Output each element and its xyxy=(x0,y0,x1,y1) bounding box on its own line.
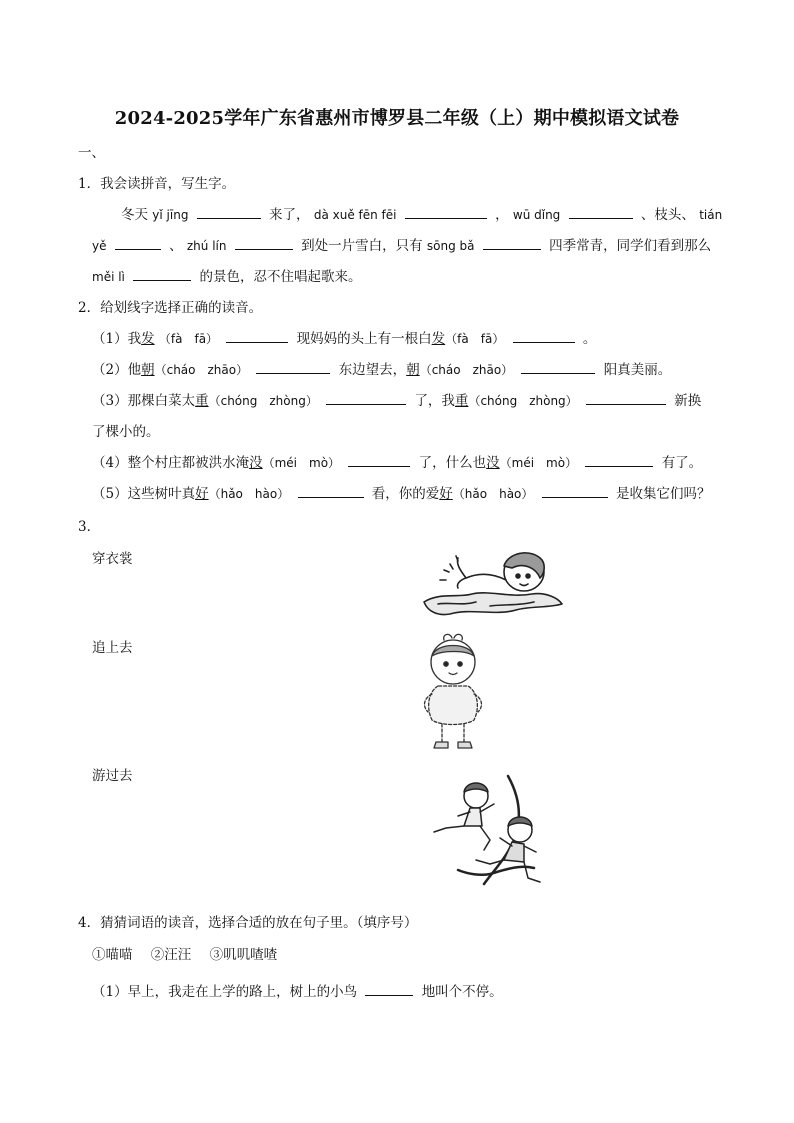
swimming-child-image xyxy=(420,544,566,624)
q1-text: 冬天 xyxy=(121,207,148,223)
answer-blank[interactable] xyxy=(235,236,293,250)
pinyin-choices: （méi mò） xyxy=(262,456,341,470)
item-text: 地叫个不停。 xyxy=(421,984,503,1000)
q4-option: ①喵喵 xyxy=(92,947,133,963)
pinyin-wuding: wū dǐng xyxy=(512,208,561,222)
answer-blank[interactable] xyxy=(115,236,161,250)
item-text: 那棵白菜太 xyxy=(127,393,196,409)
exam-title: 2024-2025学年广东省惠州市博罗县二年级（上）期中模拟语文试卷 xyxy=(114,108,680,129)
pinyin-yijing: yǐ jīng xyxy=(152,208,189,222)
item-text: 是收集它们吗？ xyxy=(616,486,711,502)
q2-number: 2． xyxy=(78,300,101,316)
answer-blank[interactable] xyxy=(585,453,653,467)
answer-blank[interactable] xyxy=(226,329,288,343)
item-number: （4） xyxy=(92,455,128,471)
q4-heading xyxy=(78,913,417,933)
underlined-char: 发 xyxy=(431,331,446,347)
underlined-char: 朝 xyxy=(406,362,420,378)
pinyin-choices: （chóng zhòng） xyxy=(468,394,578,408)
underlined-char: 重 xyxy=(195,393,209,409)
q4-prompt: 猜猜词语的读音，选择合适的放在句子里。（填序号） xyxy=(100,915,418,931)
q1-text: 四季常青，同学们看到那么 xyxy=(549,238,712,254)
answer-blank[interactable] xyxy=(256,360,330,374)
answer-blank[interactable] xyxy=(513,329,575,343)
pinyin-choices: （hǎo hào） xyxy=(452,487,534,501)
item-number: （5） xyxy=(92,486,128,502)
item-text: 看，你的爱 xyxy=(371,486,440,502)
item-text: 整个村庄都被洪水淹 xyxy=(127,455,250,471)
q2-item-2 xyxy=(92,360,671,380)
answer-blank[interactable] xyxy=(197,205,261,219)
item-text: 有了。 xyxy=(661,455,703,471)
q1-text: 、 xyxy=(169,238,183,254)
underlined-char: 重 xyxy=(454,393,469,409)
pinyin-meili: měi lì xyxy=(92,270,125,284)
pinyin-choices: （chóng zhòng） xyxy=(208,394,318,408)
q3-phrase-1: 穿衣裳 xyxy=(92,551,133,567)
pinyin-choices: （cháo zhāo） xyxy=(419,363,514,377)
item-text: 了，什么也 xyxy=(418,455,487,471)
underlined-char: 朝 xyxy=(141,362,155,378)
q4-number: 4． xyxy=(78,915,101,931)
item-text: 他 xyxy=(127,362,142,378)
pinyin-zhulin: zhú lín xyxy=(186,239,227,253)
q2-item-1 xyxy=(92,329,596,349)
item-text: 阳真美丽。 xyxy=(603,362,672,378)
item-number: （3） xyxy=(92,393,128,409)
item-number: （2） xyxy=(92,362,128,378)
dressing-child-image xyxy=(416,630,492,754)
q1-text: 、枝头、 xyxy=(640,207,695,223)
underlined-char: 没 xyxy=(486,455,500,471)
q1-line-1 xyxy=(121,205,722,225)
q1-heading xyxy=(78,174,235,194)
answer-blank[interactable] xyxy=(348,453,410,467)
answer-blank[interactable] xyxy=(405,205,487,219)
q2-item-4 xyxy=(92,453,702,473)
pinyin-daxuefenfei: dà xuě fēn fēi xyxy=(313,208,397,222)
answer-blank[interactable] xyxy=(365,982,413,996)
item-text: 东边望去， xyxy=(338,362,407,378)
answer-blank[interactable] xyxy=(326,391,406,405)
pinyin-choices: （méi mò） xyxy=(499,456,578,470)
q3-phrase-3: 游过去 xyxy=(92,768,133,784)
q1-text: 来了， xyxy=(269,207,310,223)
pinyin-ye: yě xyxy=(92,239,107,253)
q2-prompt: 给划线字选择正确的读音。 xyxy=(100,300,263,316)
item-text: 这些树叶真 xyxy=(127,486,196,502)
item-text: 。 xyxy=(582,331,597,347)
answer-blank[interactable] xyxy=(586,391,666,405)
answer-blank[interactable] xyxy=(133,267,191,281)
q2-item-3-cont: 了棵小的。 xyxy=(92,424,160,440)
answer-blank[interactable] xyxy=(298,484,364,498)
q3-phrase-2: 追上去 xyxy=(92,640,133,656)
pinyin-choices: （hǎo hào） xyxy=(208,487,290,501)
q1-text: 到处一片雪白，只有 xyxy=(301,238,423,254)
pinyin-choices: （cháo zhāo） xyxy=(154,363,249,377)
item-text: 现妈妈的头上有一根白 xyxy=(296,331,432,347)
q1-line-3 xyxy=(92,267,361,287)
section-one-heading: 一、 xyxy=(78,145,105,161)
q1-number: 1． xyxy=(78,176,101,192)
q1-text: 的景色，忍不住唱起歌来。 xyxy=(199,269,362,285)
q4-option: ③叽叽喳喳 xyxy=(209,947,278,963)
q1-line-2 xyxy=(92,236,711,256)
answer-blank[interactable] xyxy=(521,360,595,374)
pinyin-choices: （fà fā） xyxy=(445,332,505,346)
item-text: 新换 xyxy=(674,393,702,409)
underlined-char: 好 xyxy=(439,486,453,502)
answer-blank[interactable] xyxy=(542,484,608,498)
underlined-char: 没 xyxy=(249,455,263,471)
item-number: （1） xyxy=(92,984,128,1000)
q2-heading xyxy=(78,298,262,318)
pinyin-songbai: sōng bǎ xyxy=(426,239,475,253)
q2-item-5 xyxy=(92,484,711,504)
answer-blank[interactable] xyxy=(569,205,633,219)
q4-item-1 xyxy=(92,982,503,1002)
answer-blank[interactable] xyxy=(483,236,541,250)
pinyin-choices: （fà fā） xyxy=(158,332,219,346)
q3-heading: 3． xyxy=(78,519,101,535)
q1-text: ， xyxy=(495,207,509,223)
item-text: 早上，我走在上学的路上，树上的小鸟 xyxy=(127,984,358,1000)
underlined-char: 好 xyxy=(195,486,209,502)
q1-prompt: 我会读拼音，写生字。 xyxy=(100,176,236,192)
q4-options xyxy=(92,945,291,965)
underlined-char: 发 xyxy=(141,331,155,347)
pinyin-tian: tián xyxy=(699,208,723,222)
chasing-children-image xyxy=(424,774,544,896)
item-text: 了，我 xyxy=(414,393,455,409)
item-text: 我 xyxy=(127,331,142,347)
item-number: （1） xyxy=(92,331,128,347)
q2-item-3 xyxy=(92,391,701,411)
q4-option: ②汪汪 xyxy=(150,947,192,963)
